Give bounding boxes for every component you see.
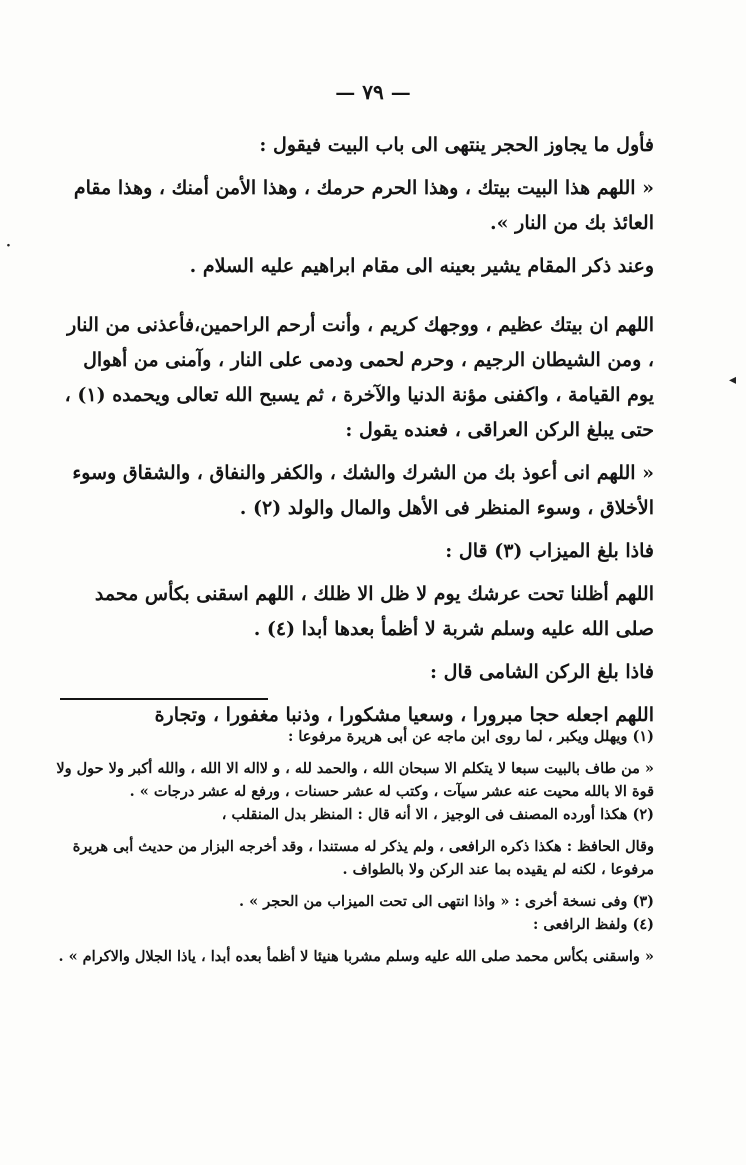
paragraph: فأول ما يجاوز الحجر ينتهى الى باب البيت فيقول : xyxy=(259,134,654,156)
footnote: (٢) هكذا أورده المصنف فى الوجيز ، الا أنه قال : المنظر بدل المنقلب ، xyxy=(221,806,654,823)
footnote: « واسقنى بكأس محمد صلى الله عليه وسلم مشربا هنيئا لا أظمأ بعده أبدا ، ياذا الجلال والاكرام » . xyxy=(58,948,654,965)
margin-mark: ◂ xyxy=(728,372,736,388)
main-text xyxy=(60,128,654,733)
paragraph: « اللهم هذا البيت بيتك ، وهذا الحرم حرمك ، وهذا الأمن أمنك ، وهذا مقام العائذ بك من النار ». xyxy=(73,177,654,234)
footnote: « من طاف بالبيت سبعا لا يتكلم الا سبحان الله ، والحمد لله ، و لااله الا الله ، والله أكبر ولا حول ولا قوة الا بالله محيت عنه عشر سيآت ، وكتب له عشر حسنات ، ورفع له عشر درجات » . xyxy=(56,760,654,800)
margin-mark: · xyxy=(6,238,11,254)
footnote: وقال الحافظ : هكذا ذكره الرافعى ، ولم يذكر له مستندا ، وقد أخرجه البزار من حديث أبى هريرة مرفوعا ، لكنه لم يقيده بما عند الركن ولا بالطواف . xyxy=(72,838,654,878)
footnote: (١) ويهلل ويكبر ، لما روى ابن ماجه عن أبى هريرة مرفوعا : xyxy=(287,728,654,745)
paragraph: اللهم اجعله حجا مبرورا ، وسعيا مشكورا ، وذنبا مغفورا ، وتجارة xyxy=(154,704,654,726)
page-number: — ٧٩ — xyxy=(335,80,411,104)
paragraph: اللهم أظلنا تحت عرشك يوم لا ظل الا ظلك ، اللهم اسقنى بكأس محمد صلى الله عليه وسلم شربة لا أظمأ بعدها أبدا (٤) . xyxy=(94,583,654,640)
footnote-separator xyxy=(60,698,268,700)
footnote: (٣) وفى نسخة أخرى : « واذا انتهى الى تحت الميزاب من الحجر » . xyxy=(239,893,654,910)
paragraph: « اللهم انى أعوذ بك من الشرك والشك ، والكفر والنفاق ، والشقاق وسوء الأخلاق ، وسوء المنظر فى الأهل والمال والولد (٢) . xyxy=(72,462,654,519)
paragraph: اللهم ان بيتك عظيم ، ووجهك كريم ، وأنت أرحم الراحمين،فأعذنى من النار ، ومن الشيطان الرجيم ، وحرم لحمى ودمى على النار ، وآمنى من أهوال يوم القيامة ، واكفنى مؤنة الدنيا والآخرة ، ثم يسبح الله تعالى ويحمده (١) ، حتى يبلغ الركن العراقى ، فعنده يقول : xyxy=(64,314,654,441)
paragraph: وعند ذكر المقام يشير بعينه الى مقام ابراهيم عليه السلام . xyxy=(189,255,654,277)
paragraph: فاذا بلغ الميزاب (٣) قال : xyxy=(445,540,654,562)
footnote: (٤) ولفظ الرافعى : xyxy=(532,916,654,933)
footnotes xyxy=(42,725,654,968)
paragraph: فاذا بلغ الركن الشامى قال : xyxy=(430,661,654,683)
